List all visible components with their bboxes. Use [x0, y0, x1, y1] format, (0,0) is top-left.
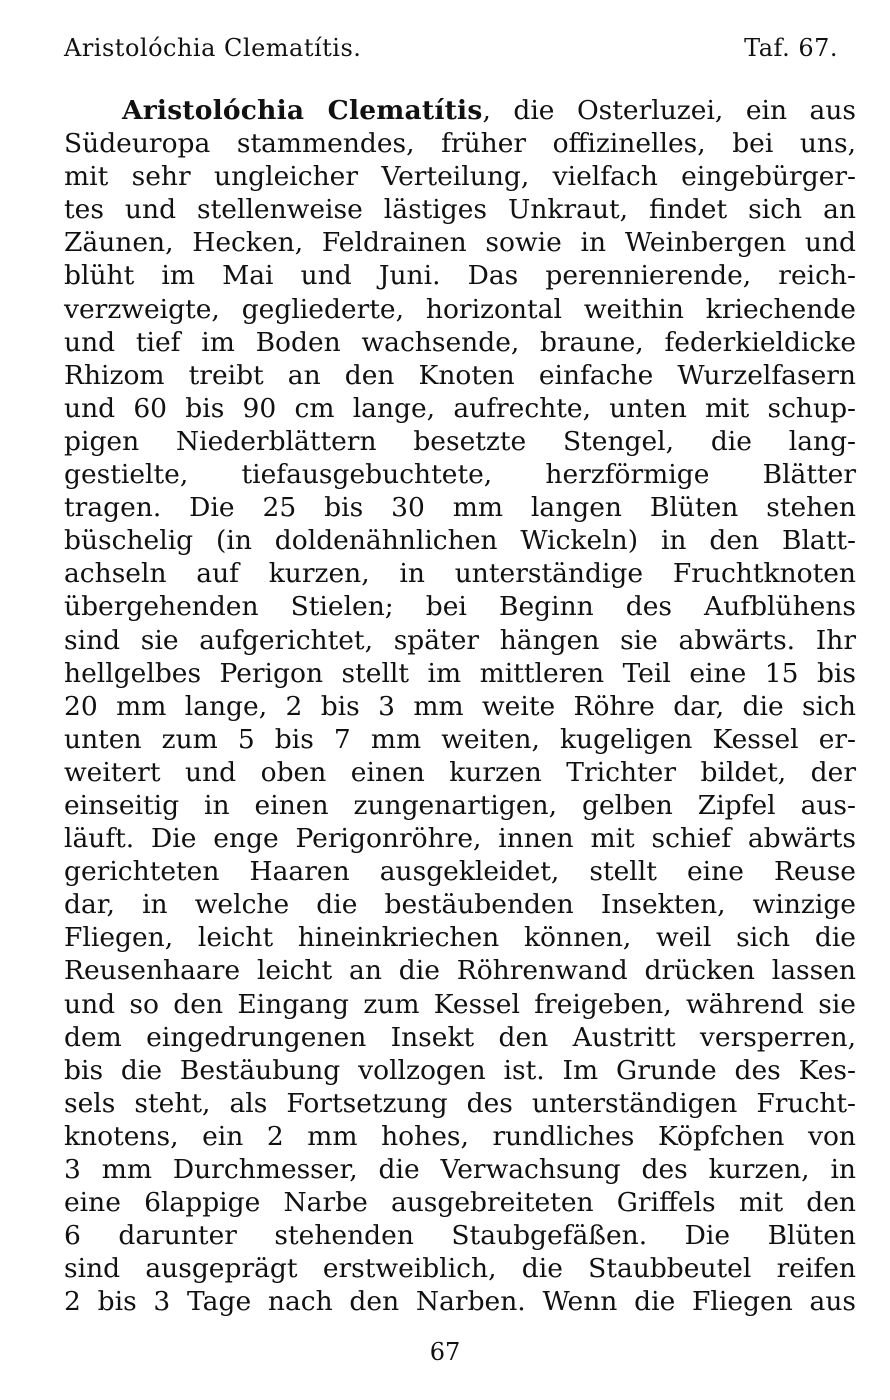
text-line: verzweigte, gegliederte, horizontal weithin kriechende: [64, 293, 856, 325]
text-line: mit sehr ungleicher Verteilung, vielfach eingebürger-: [64, 161, 856, 193]
text-line: knotens, ein 2 mm hohes, rundliches Köpfchen von: [64, 1120, 856, 1152]
text-line: pigen Niederblättern besetzte Stengel, die lang-: [64, 425, 856, 457]
text-line: 6 darunter stehenden Staubgefäßen. Die Blüten: [64, 1220, 856, 1252]
text-line: tes und stellenweise lästiges Unkraut, findet sich an: [64, 194, 856, 226]
text-line: weitert und oben einen kurzen Trichter bildet, der: [64, 756, 856, 788]
text-line: blüht im Mai und Juni. Das perennierende, reich-: [64, 260, 856, 292]
text-line: unten zum 5 bis 7 mm weiten, kugeligen Kessel er-: [64, 723, 856, 755]
text-line: Fliegen, leicht hineinkriechen können, weil sich die: [64, 922, 856, 954]
text-line: 20 mm lange, 2 bis 3 mm weite Röhre dar, die sich: [64, 690, 856, 722]
text-line: sels steht, als Fortsetzung des unterständigen Frucht-: [64, 1087, 856, 1119]
text-line: Zäunen, Hecken, Feldrainen sowie in Weinbergen und: [64, 227, 856, 259]
text-line: 2 bis 3 Tage nach den Narben. Wenn die Fliegen aus: [64, 1286, 856, 1318]
text-line: Rhizom treibt an den Knoten einfache Wurzelfasern: [64, 359, 856, 391]
species-name: Aristolóchia Clematítis: [122, 95, 483, 126]
page-number: 67: [429, 1338, 461, 1366]
text-line: eine 6lappige Narbe ausgebreiteten Griffels mit den: [64, 1187, 856, 1219]
text-line: tragen. Die 25 bis 30 mm langen Blüten stehen: [64, 492, 856, 524]
text-line: und so den Eingang zum Kessel freigeben, während sie: [64, 988, 856, 1020]
text-line: Aristolóchia Clematítis, die Osterluzei, ein aus: [122, 95, 856, 126]
text-line: Südeuropa stammendes, früher offizinelles, bei uns,: [64, 128, 856, 160]
text-line: einseitig in einen zungenartigen, gelben Zipfel aus-: [64, 789, 856, 821]
text-line: und tief im Boden wachsende, braune, federkieldicke: [64, 326, 856, 358]
running-header: [64, 34, 838, 74]
text-line: gestielte, tiefausgebuchtete, herzförmige Blätter: [64, 459, 856, 491]
text-line: dem eingedrungenen Insekt den Austritt versperren,: [64, 1021, 856, 1053]
text-line: hellgelbes Perigon stellt im mittleren Teil eine 15 bis: [64, 657, 856, 689]
running-title: Aristolóchia Clematítis.: [64, 34, 362, 62]
text-line: achseln auf kurzen, in unterständige Fruchtknoten: [64, 558, 856, 590]
text-line: sind sie aufgerichtet, später hängen sie abwärts. Ihr: [64, 624, 856, 656]
text-line: 3 mm Durchmesser, die Verwachsung des kurzen, in: [64, 1154, 856, 1185]
text-line: sind ausgeprägt erstweiblich, die Staubbeutel reifen: [64, 1253, 856, 1285]
text-line: läuft. Die enge Perigonröhre, innen mit schief abwärts: [64, 823, 856, 855]
text-line: büschelig (in doldenähnlichen Wickeln) in den Blatt-: [64, 525, 856, 557]
text-line: bis die Bestäubung vollzogen ist. Im Grunde des Kes-: [64, 1054, 856, 1086]
text-line: Reusenhaare leicht an die Röhrenwand drücken lassen: [64, 955, 856, 987]
body-paragraph: [64, 94, 856, 1318]
text-line: gerichteten Haaren ausgekleidet, stellt eine Reuse: [64, 856, 856, 888]
text-line: und 60 bis 90 cm lange, aufrechte, unten mit schup-: [64, 392, 856, 424]
text-line: dar, in welche die bestäubenden Insekten, winzige: [64, 889, 856, 921]
text-line: übergehenden Stielen; bei Beginn des Aufblühens: [64, 591, 856, 623]
plate-number: Taf. 67.: [744, 34, 838, 62]
